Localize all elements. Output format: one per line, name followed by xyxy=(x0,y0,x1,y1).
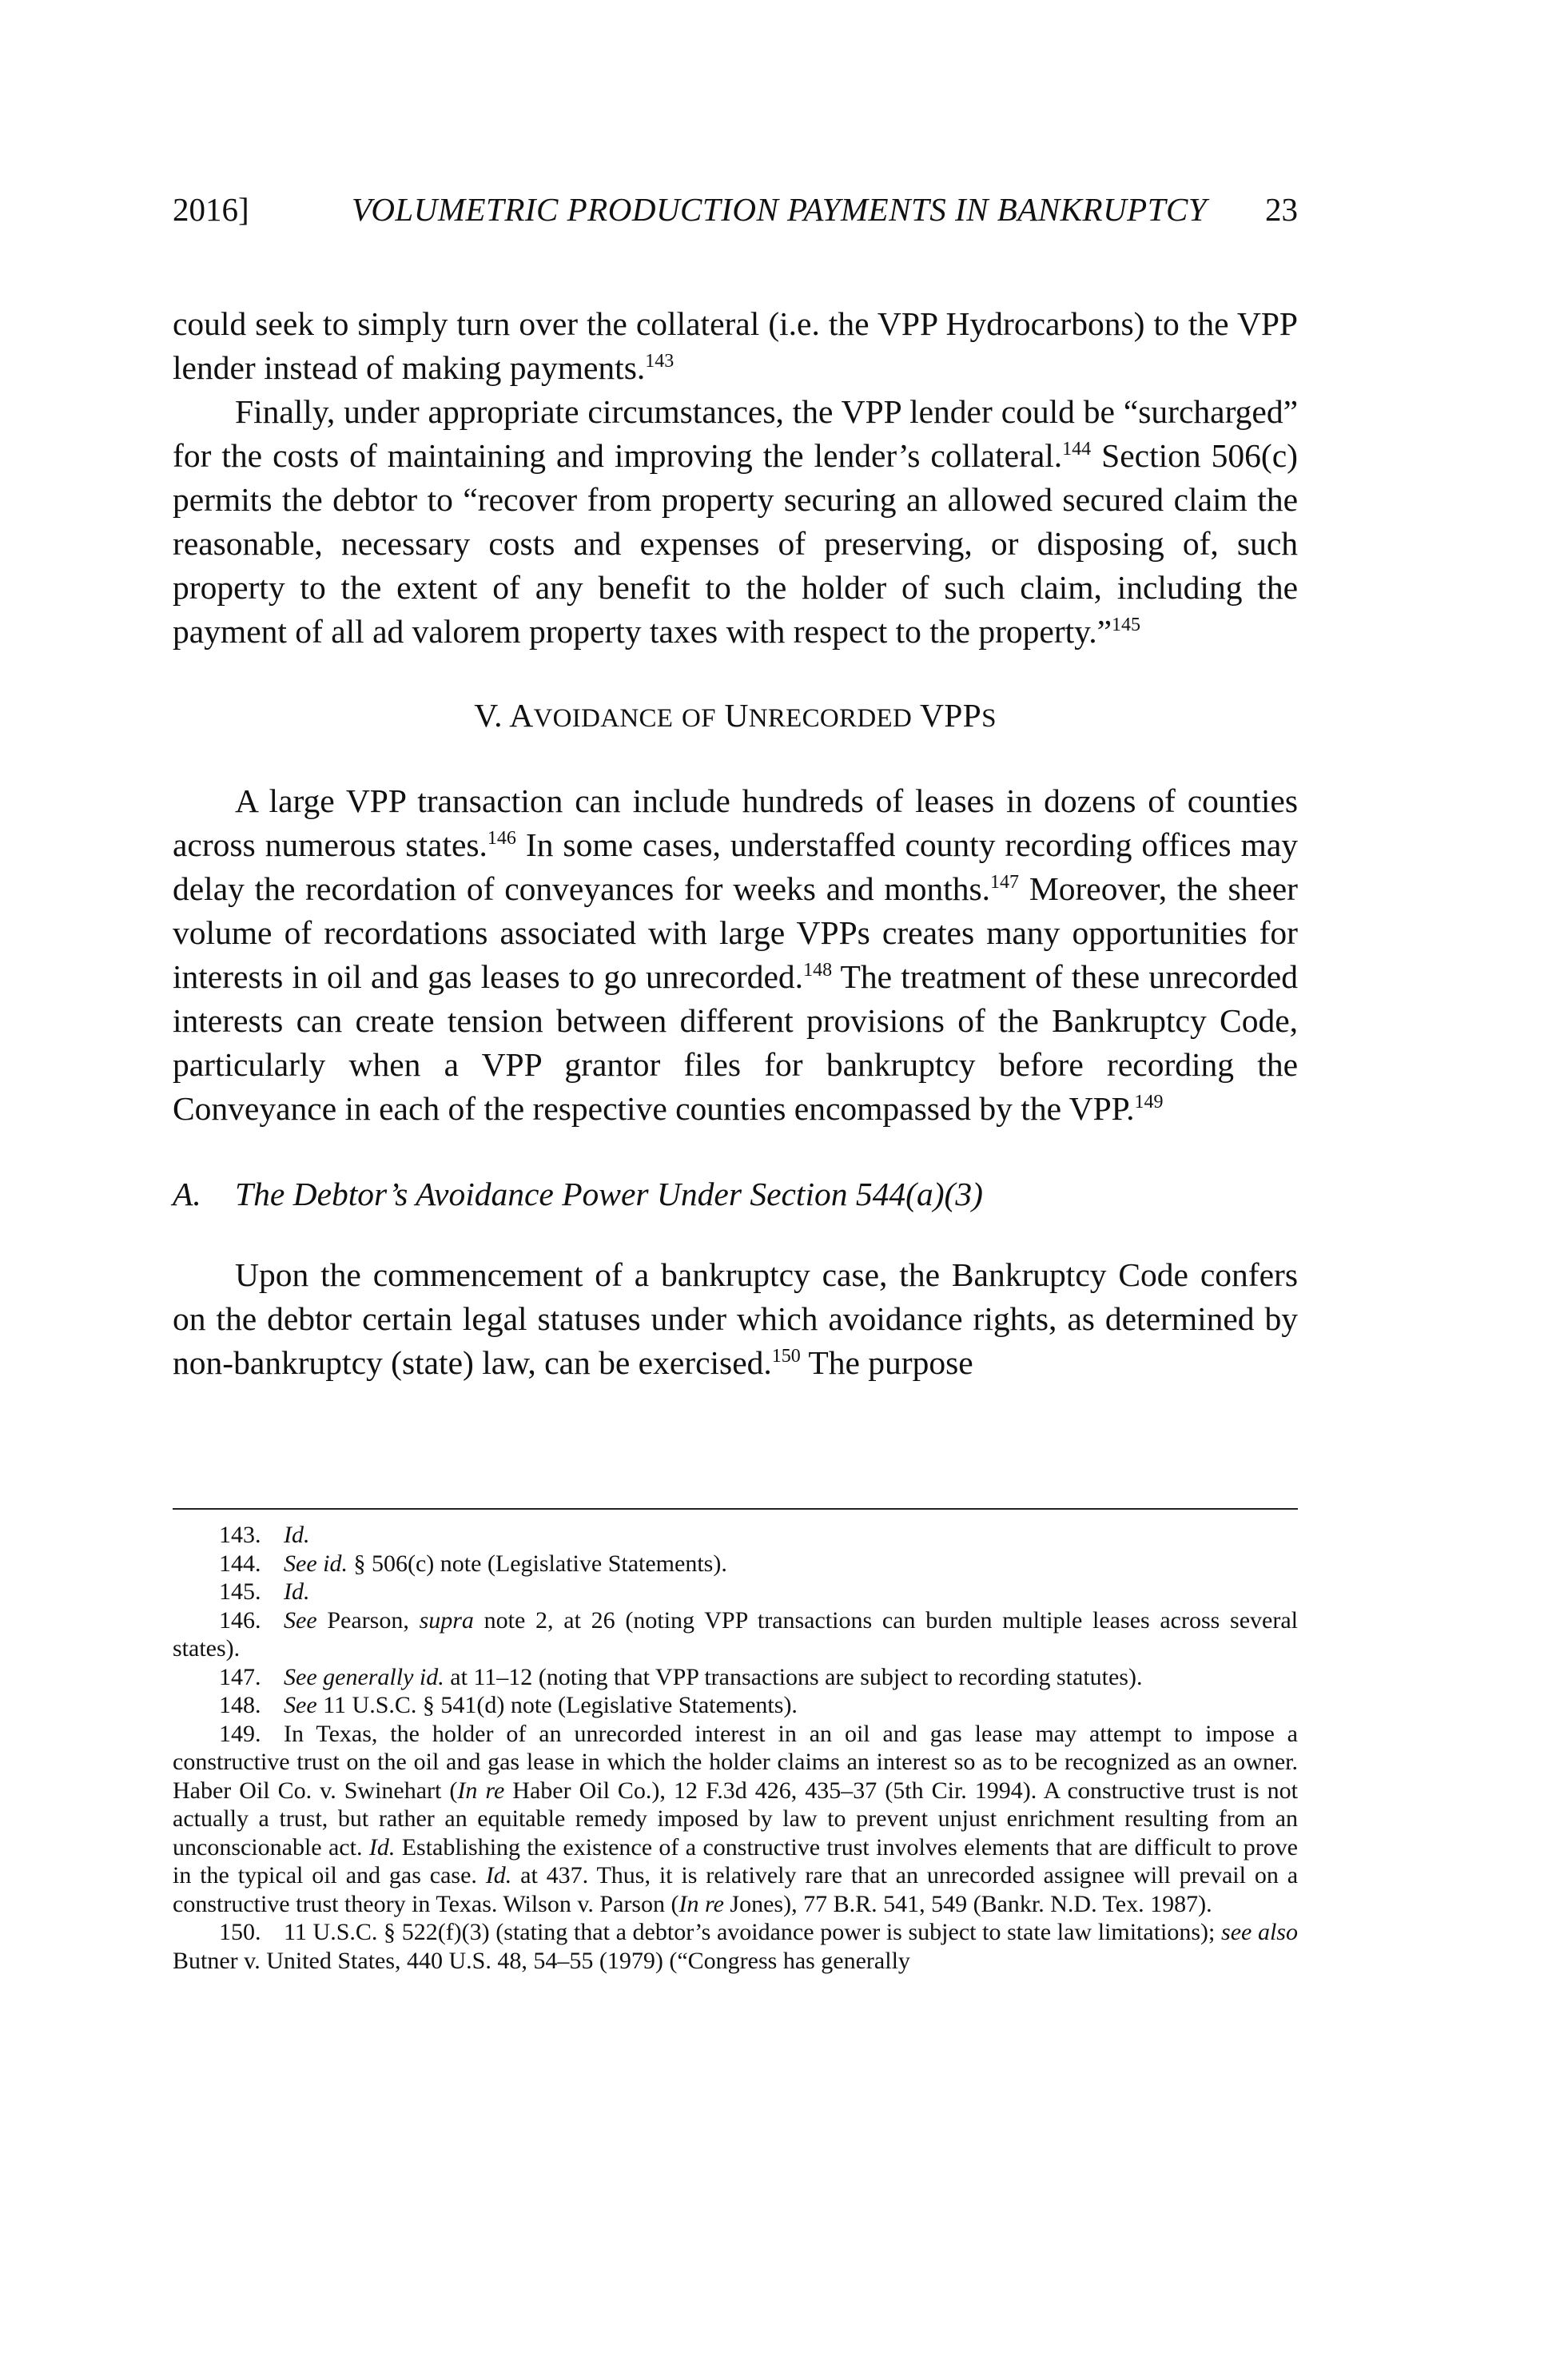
footnote-146: 146. See Pearson, supra note 2, at 26 (noting VPP transactions can burden multiple leases across several states). xyxy=(173,1606,1298,1662)
subsection-heading xyxy=(173,1172,1298,1216)
header-running-title: VOLUMETRIC PRODUCTION PAYMENTS IN BANKRUPTCY xyxy=(352,191,1208,228)
footnote-ref-144[interactable]: 144 xyxy=(1062,439,1092,460)
footnote-ref-149[interactable]: 149 xyxy=(1134,1092,1164,1113)
footnote-150: 150. 11 U.S.C. § 522(f)(3) (stating that a debtor’s avoidance power is subject to state law limitations); see also Butner v. United States, 440 U.S. 48, 54–55 (1979) (“Congress has generally xyxy=(173,1919,1298,1974)
paragraph-text: could seek to simply turn over the collateral (i.e. the VPP Hydrocarbons) to the VPP lender instead of making payments. xyxy=(173,305,1298,386)
footnote-143: 143. Id. xyxy=(219,1522,310,1548)
footnote-145: 145. Id. xyxy=(219,1578,310,1605)
footnote-ref-150[interactable]: 150 xyxy=(771,1346,801,1367)
paragraph-avoidance-intro: A large VPP transaction can include hundreds of leases in dozens of counties across numerous states.$^{146}$ In some cases, understaffed county recording offices may delay the recordation of conveyances for weeks and months.$^{147}$ Moreover, the sheer volume of recordations associated with large VPPs creates many opportunities for interests in oil and gas leases to go unrecorded.$^{148}$ The treatment of these unrecorded interests can create tension between different provisions of the Bankruptcy Code, particularly when a VPP grantor files for bankruptcy before recording the Conveyance in each of the respective counties encompassed by the VPP.$^{149}$ xyxy=(173,782,1299,1127)
section-heading: V. AVOIDANCE OF UNRECORDED VPPS xyxy=(474,697,997,734)
footnote-147: 147. See generally id. at 11–12 (noting that VPP transactions are subject to recording statutes). xyxy=(219,1663,1143,1690)
footnote-ref-143[interactable]: 143 xyxy=(645,351,675,372)
section-number: V. xyxy=(474,697,503,734)
footnotes xyxy=(173,1521,1298,1975)
footnote-ref-147[interactable]: 147 xyxy=(990,872,1020,893)
footnote-149: 149. In Texas, the holder of an unrecorded interest in an oil and gas lease may attempt to impose a constructive trust on the oil and gas lease in which the holder claims an interest so as to be recognized as an owner. Haber Oil Co. v. Swinehart (In re Haber Oil Co.), 12 F.3d 426, 435–37 (5th Cir. 1994). A constructive trust is not actually a trust, but rather an equitable remedy imposed by law to prevent unjust enrichment resulting from an unconscionable act. Id. Establishing the existence of a constructive trust involves elements that are difficult to prove in the typical oil and gas case. Id. at 437. Thus, it is relatively rare that an unrecorded assignee will prevail on a constructive trust theory in Texas. Wilson v. Parson (In re Jones), 77 B.R. 541, 549 (Bankr. N.D. Tex. 1987). xyxy=(173,1720,1299,1917)
header-year: 2016] xyxy=(173,191,249,228)
subsection-title: The Debtor’s Avoidance Power Under Section 544(a)(3) xyxy=(235,1176,983,1212)
subsection-letter: A. xyxy=(173,1176,201,1212)
footnote-144: 144. See id. § 506(c) note (Legislative Statements). xyxy=(219,1550,727,1577)
footnote-ref-148[interactable]: 148 xyxy=(803,960,833,981)
running-header xyxy=(173,185,1298,233)
footnote-ref-145[interactable]: 145 xyxy=(1112,615,1141,636)
paragraph-continued xyxy=(173,302,1298,390)
footnote-divider xyxy=(173,1508,1298,1510)
footnote-148: 148. See 11 U.S.C. § 541(d) note (Legislative Statements). xyxy=(219,1692,798,1718)
page-number: 23 xyxy=(1265,191,1298,228)
main-text xyxy=(173,302,1298,1385)
footnote-ref-146[interactable]: 146 xyxy=(487,828,516,850)
paragraph-text: Finally, under appropriate circumstances, the VPP lender could be “surcharged” for the costs of maintaining and improving the lender’s collateral. xyxy=(173,393,1298,474)
paragraph-debtor-avoidance: Upon the commencement of a bankruptcy case, the Bankruptcy Code confers on the debtor certain legal statuses under which avoidance rights, as determined by non-bankruptcy (state) law, can be exercised.$^{150}$ The purpose xyxy=(173,1256,1298,1381)
paragraph-text: Section 506(c) permits the debtor to “recover from property securing an allowed secured claim the reasonable, necessary costs and expenses of preserving, or disposing of, such property to the extent of any benefit to the holder of such claim, including the payment of all ad valorem property taxes with respect to the property.” xyxy=(173,437,1298,650)
paragraph-surcharge xyxy=(173,390,1298,654)
